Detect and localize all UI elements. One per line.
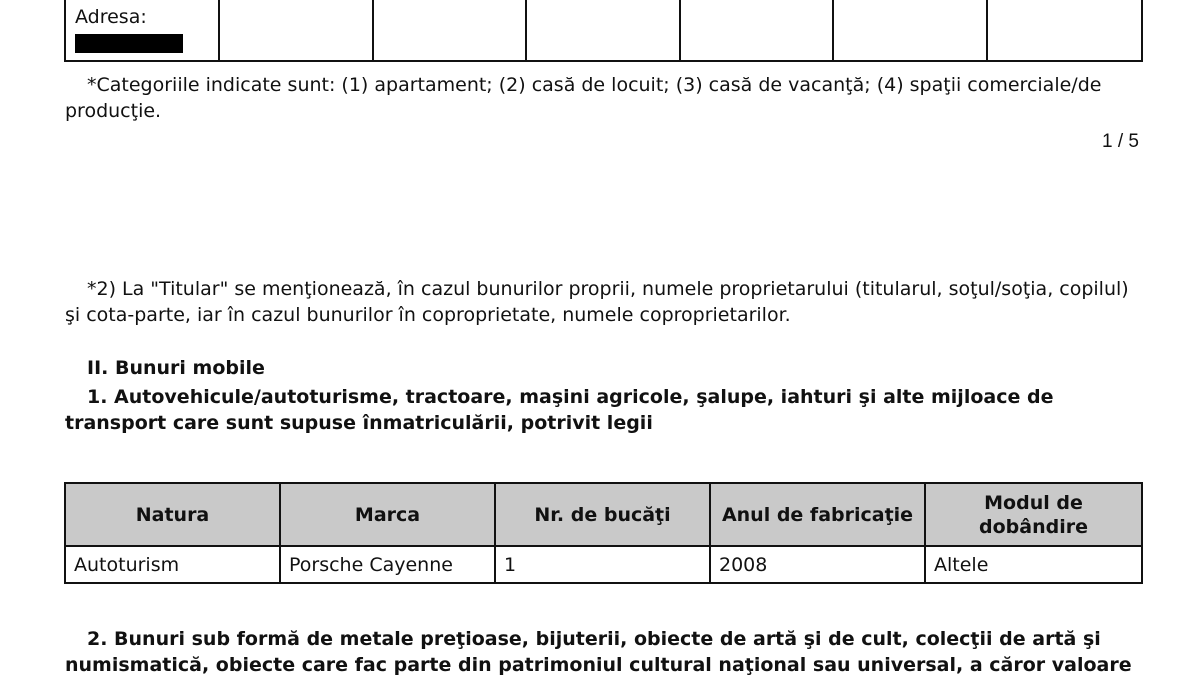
subsection-vehicles-title: 1. Autovehicule/autoturisme, tractoare, maşini agricole, şalupe, iahturi şi alte mijloace de transport care sunt supuse înmatriculării, potrivit legii [65,386,1054,434]
table-cell: 1 [495,546,710,583]
table-cell: 2008 [710,546,925,583]
address-cell [65,0,219,61]
empty-cell [526,0,680,61]
table-cell: Autoturism [65,546,280,583]
empty-cell [833,0,987,61]
empty-cell [373,0,526,61]
table-row [65,546,1142,583]
empty-cell [219,0,373,61]
subsection-precious-goods-title: 2. Bunuri sub formă de metale preţioase, bijuterii, obiecte de artă şi de cult, colecţii de artă şi numismatică, obiecte care fac parte din patrimoniul cultural naţional sau universal, a căror valoare [65,628,1132,676]
column-header: Modul de dobândire [925,483,1142,546]
column-header: Marca [280,483,495,546]
column-header: Natura [65,483,280,546]
table-header-row [65,483,1142,546]
property-table-fragment [64,0,1143,62]
table-cell: Altele [925,546,1142,583]
address-label: Adresa: [75,6,147,28]
table-cell: Porsche Cayenne [280,546,495,583]
footnote-titular: *2) La "Titular" se menţionează, în cazul bunurilor proprii, numele proprietarului (titularul, soţul/soţia, copilul) şi cota-parte, iar în cazul bunurilor în coproprietate, numele coproprietarilor. [65,278,1129,326]
page-number: 1 / 5 [1102,131,1139,152]
table-row [65,0,1142,61]
redacted-block [75,34,183,53]
column-header: Anul de fabricaţie [710,483,925,546]
column-header: Nr. de bucăţi [495,483,710,546]
footnote-categories: *Categoriile indicate sunt: (1) apartament; (2) casă de locuit; (3) casă de vacanţă; (4) spaţii comerciale/de producţie. [65,74,1102,122]
vehicles-table [64,482,1143,584]
section-title: II. Bunuri mobile [87,357,265,379]
empty-cell [987,0,1142,61]
empty-cell [680,0,833,61]
